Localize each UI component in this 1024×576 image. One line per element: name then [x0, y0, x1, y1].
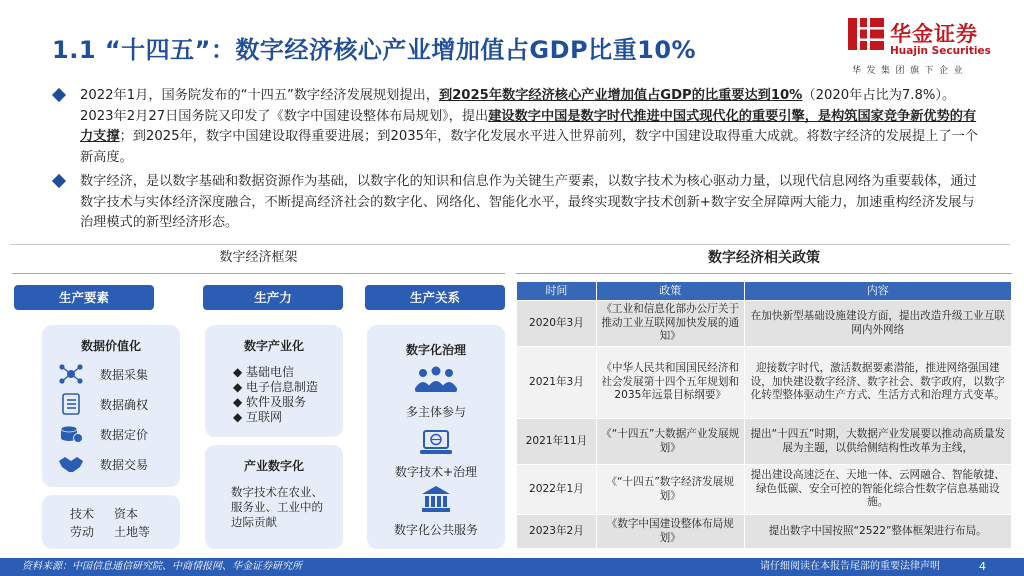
cell-policy: 《工业和信息化部办公厅关于推动工业互联网加快发展的通知》	[596, 301, 744, 347]
page-number: 4	[979, 560, 986, 573]
digital-industrialization-box	[205, 325, 343, 437]
data-value-item: 数据交易	[100, 458, 149, 472]
table-row	[517, 515, 1012, 549]
cell-date: 2020年3月	[517, 301, 597, 347]
factor-labor: 劳动	[70, 525, 95, 539]
column-header-date: 时间	[517, 282, 597, 301]
table-row	[517, 301, 1012, 347]
policy-title-rule	[516, 273, 1012, 274]
industrial-digitalization-title: 产业数字化	[243, 459, 304, 473]
industrial-digitalization-box	[205, 445, 343, 549]
factor-capital: 资本	[114, 507, 139, 521]
coins-icon	[58, 423, 84, 445]
people-group-icon	[413, 365, 459, 395]
legal-disclaimer: 请仔细阅读在本报告尾部的重要法律声明	[760, 561, 940, 572]
source-note: 资料来源：中国信息通信研究院、中商情报网、华金证券研究所	[22, 561, 302, 572]
digital-industry-item: ◆ 软件及服务	[233, 395, 307, 409]
policy-panel	[516, 247, 1012, 557]
digital-governance-title: 数字化治理	[405, 343, 466, 357]
policy-table	[516, 281, 1012, 549]
cell-date: 2021年11月	[517, 419, 597, 465]
governance-item: 多主体参与	[405, 405, 466, 419]
cell-content: 迎接数字时代，激活数据要素潜能，推进网络强国建设，加快建设数字经济、数字社会、数字政府，以数字化转型整体驱动生产方式、生活方式和治理方式变革。	[744, 347, 1011, 419]
factor-technology: 技术	[70, 507, 95, 521]
data-value-item: 数据定价	[100, 428, 149, 442]
bullet-2	[54, 172, 984, 234]
cell-content: 提出建设高速泛在、天地一体、云网融合、智能敏捷、绿色低碳、安全可控的智能化综合性数字信息基础设施。	[744, 465, 1011, 515]
policy-title: 数字经济相关政策	[708, 250, 820, 266]
huajin-logo-icon	[848, 18, 884, 50]
governance-item: 数字化公共服务	[393, 523, 478, 537]
cell-policy: 《“十四五”数字经济发展规划》	[596, 465, 744, 515]
cell-date: 2022年1月	[517, 465, 597, 515]
digital-industry-item: ◆ 基础电信	[233, 365, 295, 379]
title-bar	[0, 0, 1024, 76]
framework-title-rule	[12, 273, 505, 274]
column-head-production-factors: 生产要素	[14, 285, 154, 310]
diamond-bullet-icon	[52, 174, 66, 188]
handshake-icon	[58, 453, 84, 475]
cell-policy: 《“十四五”大数据产业发展规划》	[596, 419, 744, 465]
government-building-icon	[421, 485, 451, 513]
table-row	[517, 465, 1012, 515]
column-head-production-relations: 生产关系	[365, 285, 505, 310]
digital-governance-box	[367, 325, 505, 549]
column-header-content: 内容	[744, 282, 1011, 301]
factor-land: 土地等	[114, 525, 151, 539]
laptop-globe-icon	[419, 429, 453, 457]
cell-content: 在加快新型基础设施建设方面，提出改造升级工业互联网内外网络	[744, 301, 1011, 347]
digital-industrialization-title: 数字产业化	[243, 339, 304, 353]
cell-content: 提出“十四五”时期，大数据产业发展要以推动高质量发展为主题，以供给侧结构性改革为主线，	[744, 419, 1011, 465]
summary-bullets	[54, 86, 984, 238]
data-value-item: 数据确权	[100, 398, 149, 412]
bullet-1	[54, 86, 984, 168]
production-factors-box	[42, 495, 180, 549]
logo-english-name: Huajin Securities	[890, 45, 991, 57]
checklist-icon	[58, 393, 84, 415]
data-value-box	[42, 325, 180, 487]
column-header-policy: 政策	[596, 282, 744, 301]
footer-bar	[0, 558, 1024, 576]
bullet-1-highlight-a: 到2025年数字经济核心产业增加值占GDP的比重要达到10%	[438, 88, 803, 103]
table-row	[517, 419, 1012, 465]
cell-policy: 《中华人民共和国国民经济和社会发展第十四个五年规划和2035年远景目标纲要》	[596, 347, 744, 419]
cell-policy: 《数字中国建设整体布局规划》	[596, 515, 744, 549]
bullet-2-text: 数字经济，是以数字基础和数据资源作为基础，以数字化的知识和信息作为关键生产要素，以数字技术为核心驱动力量，以现代信息网络为重要载体，通过数字技术与实体经济深度融合，不断提高经济社会的数字化、网络化、智能化水平，最终实现数字技术创新+数字安全屏障两大能力，加速重构经济发展与治理模式的新型经济形态。	[80, 174, 977, 230]
digital-economy-framework	[12, 247, 505, 557]
column-head-productivity: 生产力	[203, 285, 343, 310]
cell-content: 提出数字中国按照“2522”整体框架进行布局。	[744, 515, 1011, 549]
page-title: 1.1 “十四五”：数字经济核心产业增加值占GDP比重10%	[52, 36, 697, 64]
digital-industry-item: ◆ 互联网	[233, 410, 283, 424]
section-divider	[10, 244, 1010, 245]
framework-title: 数字经济框架	[219, 250, 298, 265]
bullet-1-text-b: （2020年占比为7.8%）。2023年2月27日国务院又印发了《数字中国建设整体布局规划》，提出	[80, 88, 956, 124]
diamond-bullet-icon	[52, 88, 66, 102]
company-logo	[848, 18, 1008, 78]
cell-date: 2021年3月	[517, 347, 597, 419]
logo-chinese-name: 华金证券	[890, 22, 978, 46]
data-value-title: 数据价值化	[80, 339, 141, 353]
bullet-1-text-c: ；到2025年，数字中国建设取得重要进展；到2035年，数字化发展水平进入世界前列，数字中国建设取得重大成就。将数字经济的发展提上了一个新高度。	[80, 129, 978, 165]
bullet-1-highlight-b: 建设数字中国是数字时代推进中国式现代化的重要引擎，是构筑国家竞争新优势的有力支撑	[80, 108, 977, 144]
industrial-digitalization-desc: 数字技术在农业、服务业、工业中的边际贡献	[231, 485, 323, 529]
governance-item: 数字技术+治理	[394, 465, 478, 479]
digital-industry-item: ◆ 电子信息制造	[233, 380, 319, 394]
data-value-item: 数据采集	[100, 368, 149, 382]
logo-subtitle: 华发集团旗下企业	[852, 66, 969, 76]
bullet-1-text-a: 2022年1月，国务院发布的“十四五”数字经济发展规划提出，	[80, 88, 439, 103]
cell-date: 2023年2月	[517, 515, 597, 549]
table-header-row	[517, 282, 1012, 301]
network-nodes-icon	[58, 363, 84, 385]
table-row	[517, 347, 1012, 419]
